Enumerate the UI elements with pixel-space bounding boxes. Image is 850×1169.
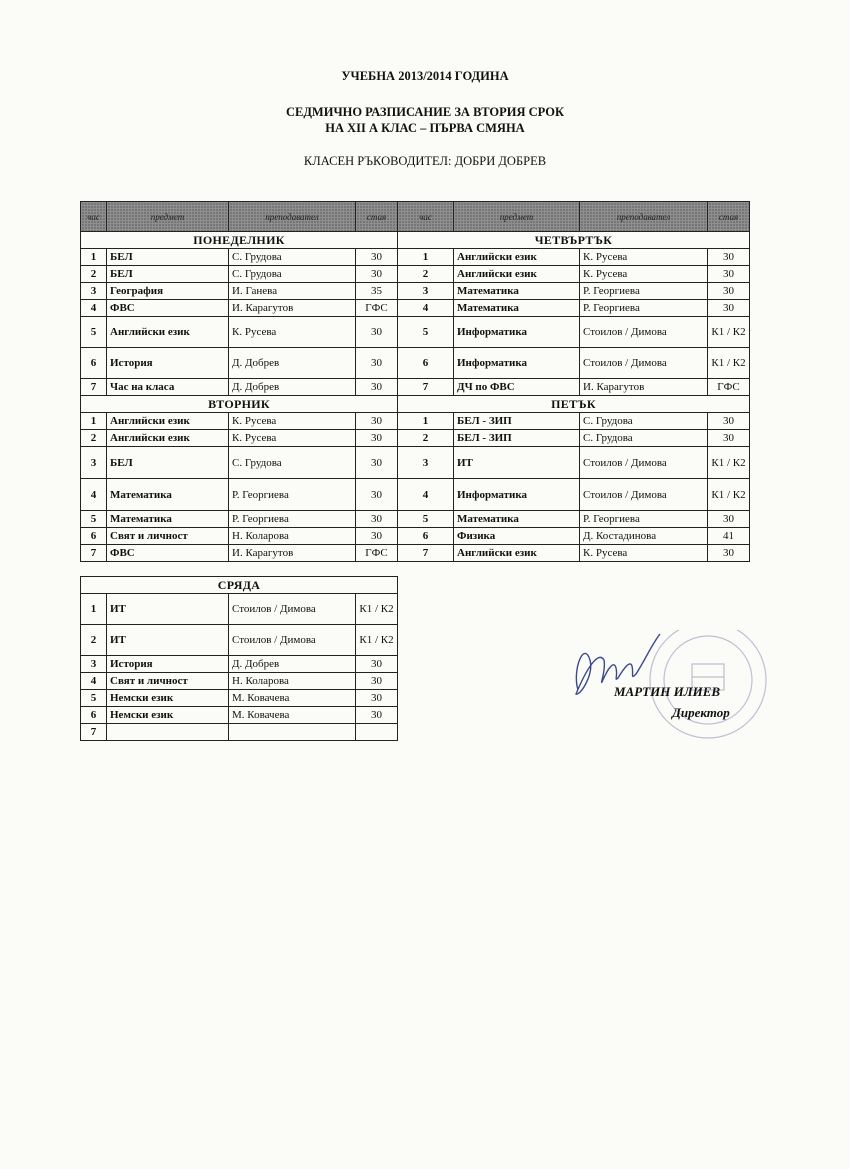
day-header-row xyxy=(81,396,750,413)
day-header-row xyxy=(81,232,750,249)
table-row xyxy=(81,528,750,545)
subject-cell: БЕЛ xyxy=(107,249,229,266)
teacher-cell: К. Русева xyxy=(229,413,356,430)
hour-number: 3 xyxy=(81,447,107,479)
room-cell: 30 xyxy=(356,690,398,707)
hour-number: 2 xyxy=(398,430,454,447)
subject-cell: Английски език xyxy=(107,430,229,447)
table-row xyxy=(81,348,750,379)
room-cell: К1 / К2 xyxy=(356,625,398,656)
col-header-hour: час xyxy=(81,202,107,232)
column-header-row xyxy=(81,202,750,232)
teacher-cell: К. Русева xyxy=(580,545,708,562)
teacher-cell: Д. Добрев xyxy=(229,379,356,396)
schedule-title: СЕДМИЧНО РАЗПИСАНИЕ ЗА ВТОРИЯ СРОК xyxy=(285,105,565,119)
teacher-cell: Стоилов / Димова xyxy=(580,479,708,511)
day-tuesday: ВТОРНИК xyxy=(81,396,398,413)
room-cell: 30 xyxy=(708,300,750,317)
teacher-cell: К. Русева xyxy=(229,430,356,447)
block-tue-fri xyxy=(81,413,750,562)
hour-number: 1 xyxy=(81,594,107,625)
subject-cell: Немски език xyxy=(107,690,229,707)
block-mon-thu xyxy=(81,249,750,396)
table-row xyxy=(81,266,750,283)
teacher-cell: Р. Георгиева xyxy=(229,479,356,511)
hour-number: 7 xyxy=(81,724,107,741)
day-header-row xyxy=(81,577,398,594)
director-name: МАРТИН ИЛИЕВ xyxy=(614,684,721,699)
room-cell: 30 xyxy=(356,413,398,430)
teacher-cell: Н. Коларова xyxy=(229,673,356,690)
room-cell: 30 xyxy=(708,430,750,447)
teacher-cell: Р. Георгиева xyxy=(229,511,356,528)
room-cell: 30 xyxy=(356,656,398,673)
subject-cell: Свят и личност xyxy=(107,528,229,545)
teacher-cell: Стоилов / Димова xyxy=(580,317,708,348)
subject-cell: БЕЛ - ЗИП xyxy=(454,413,580,430)
col-header-subject: предмет xyxy=(107,202,229,232)
col-header-room: стая xyxy=(708,202,750,232)
subject-cell: Немски език xyxy=(107,707,229,724)
table-row xyxy=(81,413,750,430)
col-header-room: стая xyxy=(356,202,398,232)
room-cell: ГФС xyxy=(708,379,750,396)
subject-cell: Английски език xyxy=(454,266,580,283)
teacher-cell: Р. Георгиева xyxy=(580,511,708,528)
room-cell: 30 xyxy=(708,266,750,283)
teacher-cell: С. Грудова xyxy=(229,249,356,266)
subject-cell: Свят и личност xyxy=(107,673,229,690)
subject-cell: Английски език xyxy=(107,413,229,430)
room-cell: 30 xyxy=(356,673,398,690)
hour-number: 4 xyxy=(81,479,107,511)
table-row xyxy=(81,656,398,673)
hour-number: 1 xyxy=(81,413,107,430)
class-shift-title: НА XII А КЛАС – ПЪРВА СМЯНА xyxy=(325,121,525,135)
room-cell: 30 xyxy=(356,266,398,283)
schedule-table xyxy=(80,201,750,562)
hour-number: 1 xyxy=(398,249,454,266)
director-title: Директор xyxy=(672,705,730,720)
subject-cell: БЕЛ xyxy=(107,266,229,283)
table-row xyxy=(81,479,750,511)
teacher-cell: Р. Георгиева xyxy=(580,300,708,317)
block-wednesday xyxy=(81,594,398,741)
teacher-cell: И. Карагутов xyxy=(580,379,708,396)
subject-cell: Час на класа xyxy=(107,379,229,396)
class-teacher-line: КЛАСЕН РЪКОВОДИТЕЛ: ДОБРИ ДОБРЕВ xyxy=(303,154,547,168)
hour-number: 2 xyxy=(398,266,454,283)
room-cell xyxy=(356,724,398,741)
room-cell: 30 xyxy=(708,545,750,562)
teacher-cell: К. Русева xyxy=(580,266,708,283)
subject-cell: ИТ xyxy=(107,625,229,656)
table-row xyxy=(81,447,750,479)
hour-number: 4 xyxy=(398,479,454,511)
room-cell: ГФС xyxy=(356,300,398,317)
subject-cell: Английски език xyxy=(454,545,580,562)
hour-number: 5 xyxy=(398,511,454,528)
teacher-cell: Д. Добрев xyxy=(229,656,356,673)
subject-cell: Математика xyxy=(454,511,580,528)
col-header-hour: час xyxy=(398,202,454,232)
teacher-cell: С. Грудова xyxy=(580,413,708,430)
table-row xyxy=(81,545,750,562)
subject-cell: Информатика xyxy=(454,479,580,511)
hour-number: 1 xyxy=(398,413,454,430)
hour-number: 5 xyxy=(81,511,107,528)
col-header-teacher: преподавател xyxy=(580,202,708,232)
room-cell: К1 / К2 xyxy=(708,479,750,511)
hour-number: 5 xyxy=(81,317,107,348)
room-cell: 30 xyxy=(356,447,398,479)
subject-cell xyxy=(107,724,229,741)
subject-cell: Английски език xyxy=(107,317,229,348)
day-friday: ПЕТЪК xyxy=(398,396,750,413)
room-cell: 30 xyxy=(356,528,398,545)
teacher-cell: Д. Добрев xyxy=(229,348,356,379)
room-cell: 30 xyxy=(356,348,398,379)
room-cell: К1 / К2 xyxy=(708,447,750,479)
hour-number: 6 xyxy=(398,348,454,379)
room-cell: 35 xyxy=(356,283,398,300)
hour-number: 5 xyxy=(81,690,107,707)
day-wednesday: СРЯДА xyxy=(81,577,398,594)
hour-number: 4 xyxy=(398,300,454,317)
table-row xyxy=(81,707,398,724)
hour-number: 7 xyxy=(398,379,454,396)
teacher-cell: М. Ковачева xyxy=(229,690,356,707)
teacher-cell: И. Ганева xyxy=(229,283,356,300)
table-row xyxy=(81,249,750,266)
hour-number: 6 xyxy=(81,348,107,379)
teacher-cell: И. Карагутов xyxy=(229,300,356,317)
hour-number: 7 xyxy=(81,379,107,396)
subject-cell: ИТ xyxy=(454,447,580,479)
subject-cell: БЕЛ - ЗИП xyxy=(454,430,580,447)
subject-cell: Физика xyxy=(454,528,580,545)
room-cell: 30 xyxy=(708,249,750,266)
hour-number: 2 xyxy=(81,430,107,447)
hour-number: 6 xyxy=(81,707,107,724)
hour-number: 2 xyxy=(81,625,107,656)
table-row xyxy=(81,430,750,447)
teacher-cell: Стоилов / Димова xyxy=(229,625,356,656)
table-row xyxy=(81,511,750,528)
room-cell: 30 xyxy=(708,283,750,300)
hour-number: 6 xyxy=(398,528,454,545)
teacher-cell: Д. Костадинова xyxy=(580,528,708,545)
subject-cell: ИТ xyxy=(107,594,229,625)
room-cell: 30 xyxy=(708,511,750,528)
hour-number: 4 xyxy=(81,300,107,317)
subject-cell: Информатика xyxy=(454,317,580,348)
hour-number: 1 xyxy=(81,249,107,266)
teacher-cell: С. Грудова xyxy=(229,447,356,479)
subject-cell: БЕЛ xyxy=(107,447,229,479)
teacher-cell: Стоилов / Димова xyxy=(580,447,708,479)
table-row xyxy=(81,625,398,656)
subject-cell: Математика xyxy=(454,283,580,300)
room-cell: ГФС xyxy=(356,545,398,562)
room-cell: 30 xyxy=(356,511,398,528)
teacher-cell: И. Карагутов xyxy=(229,545,356,562)
table-row xyxy=(81,317,750,348)
room-cell: 30 xyxy=(356,249,398,266)
wednesday-table xyxy=(80,576,398,741)
hour-number: 5 xyxy=(398,317,454,348)
teacher-cell: Стоилов / Димова xyxy=(229,594,356,625)
table-row xyxy=(81,724,398,741)
room-cell: К1 / К2 xyxy=(356,594,398,625)
teacher-cell: С. Грудова xyxy=(229,266,356,283)
teacher-cell: К. Русева xyxy=(580,249,708,266)
subject-cell: ФВС xyxy=(107,300,229,317)
room-cell: 30 xyxy=(356,317,398,348)
hour-number: 3 xyxy=(398,283,454,300)
teacher-cell: Н. Коларова xyxy=(229,528,356,545)
table-row xyxy=(81,594,398,625)
hour-number: 7 xyxy=(81,545,107,562)
subject-cell: Математика xyxy=(107,479,229,511)
hour-number: 4 xyxy=(81,673,107,690)
subject-cell: ДЧ по ФВС xyxy=(454,379,580,396)
teacher-cell xyxy=(229,724,356,741)
room-cell: К1 / К2 xyxy=(708,348,750,379)
hour-number: 3 xyxy=(81,656,107,673)
teacher-cell: С. Грудова xyxy=(580,430,708,447)
table-row xyxy=(81,283,750,300)
subject-cell: Информатика xyxy=(454,348,580,379)
room-cell: 30 xyxy=(356,430,398,447)
school-year-title: УЧЕБНА 2013/2014 ГОДИНА xyxy=(341,69,509,83)
col-header-teacher: преподавател xyxy=(229,202,356,232)
teacher-cell: М. Ковачева xyxy=(229,707,356,724)
teacher-cell: Р. Георгиева xyxy=(580,283,708,300)
hour-number: 3 xyxy=(398,447,454,479)
subject-cell: История xyxy=(107,656,229,673)
teacher-cell: Стоилов / Димова xyxy=(580,348,708,379)
hour-number: 6 xyxy=(81,528,107,545)
subject-cell: ФВС xyxy=(107,545,229,562)
room-cell: 30 xyxy=(356,707,398,724)
table-row xyxy=(81,690,398,707)
table-row xyxy=(81,300,750,317)
day-monday: ПОНЕДЕЛНИК xyxy=(81,232,398,249)
subject-cell: Математика xyxy=(107,511,229,528)
hour-number: 7 xyxy=(398,545,454,562)
subject-cell: История xyxy=(107,348,229,379)
col-header-subject: предмет xyxy=(454,202,580,232)
room-cell: К1 / К2 xyxy=(708,317,750,348)
room-cell: 30 xyxy=(356,379,398,396)
day-thursday: ЧЕТВЪРТЪК xyxy=(398,232,750,249)
subject-cell: Английски език xyxy=(454,249,580,266)
subject-cell: Математика xyxy=(454,300,580,317)
room-cell: 30 xyxy=(356,479,398,511)
hour-number: 3 xyxy=(81,283,107,300)
subject-cell: География xyxy=(107,283,229,300)
room-cell: 30 xyxy=(708,413,750,430)
table-row xyxy=(81,379,750,396)
room-cell: 41 xyxy=(708,528,750,545)
teacher-cell: К. Русева xyxy=(229,317,356,348)
hour-number: 2 xyxy=(81,266,107,283)
table-row xyxy=(81,673,398,690)
